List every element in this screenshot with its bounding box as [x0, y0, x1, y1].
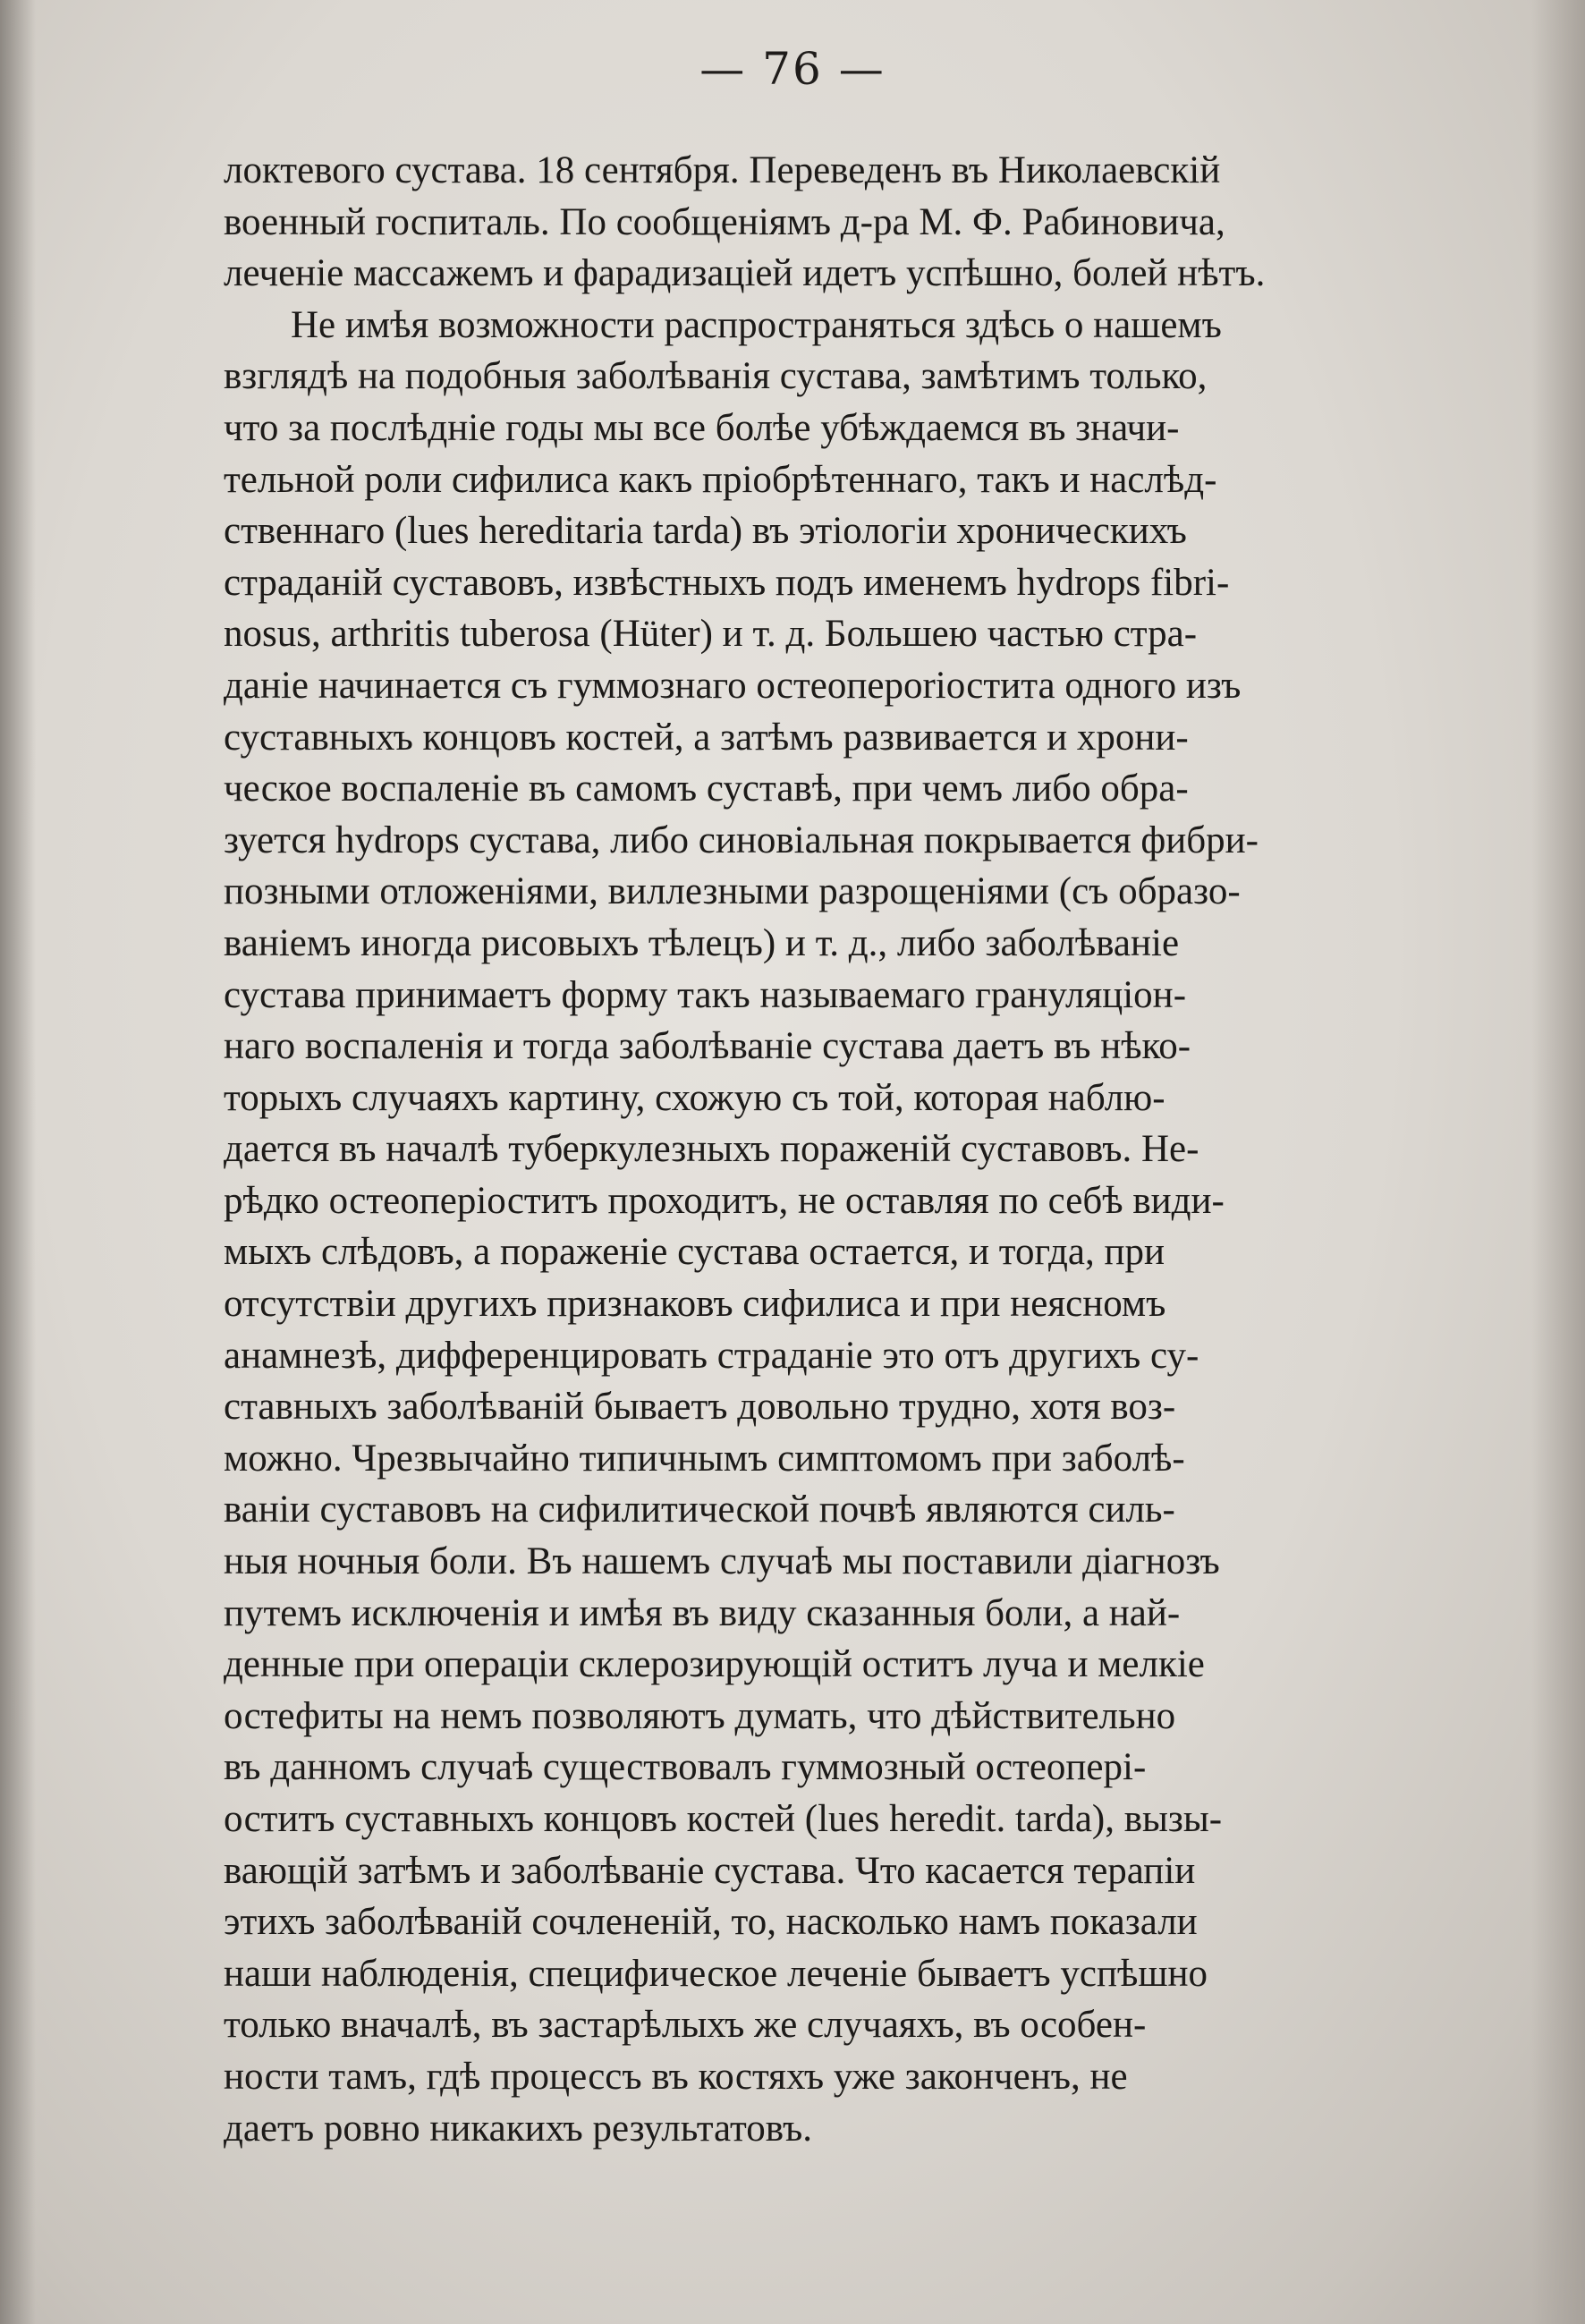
text-line: вающій затѣмъ и заболѣваніе сустава. Что касается терапіи [224, 1849, 1196, 1892]
text-line: ческое воспаленіе въ самомъ суставѣ, при чемъ либо обра- [224, 768, 1189, 810]
paragraph-start-line: Не имѣя возможности распространяться здѣсь о нашемъ [291, 303, 1222, 346]
text-line: мыхъ слѣдовъ, а пораженіе сустава остается, и тогда, при [224, 1231, 1165, 1274]
page-number: — 76 — [699, 43, 886, 95]
last-text-line: даетъ ровно никакихъ результатовъ. [224, 2107, 812, 2150]
text-line: только вначалѣ, въ застарѣлыхъ же случаяхъ, въ особен- [224, 2004, 1147, 2047]
text-line: анамнезѣ, дифференцировать страданіе это отъ другихъ су- [224, 1334, 1199, 1377]
text-line: суставныхъ концовъ костей, а затѣмъ развивается и хрони- [224, 716, 1189, 759]
text-line: наши наблюденія, специфическое леченіе бываетъ успѣшно [224, 1952, 1208, 1995]
text-line: можно. Чрезвычайно типичнымъ симптомомъ при заболѣ- [224, 1437, 1185, 1480]
text-line: страданій суставовъ, извѣстныхъ подъ именемъ hydrops fibri- [224, 561, 1230, 604]
text-line: даніе начинается съ гуммознаго остеопеporіостита одного изъ [224, 664, 1242, 707]
text-line: ваніемъ иногда рисовыхъ тѣлецъ) и т. д., либо заболѣваніе [224, 921, 1180, 964]
body-text [224, 145, 1565, 2154]
text-line: дается въ началѣ туберкулезныхъ пораженій суставовъ. Не- [224, 1128, 1199, 1171]
text-line: зуется hydrops сустава, либо синовіальная покрывается фибри- [224, 818, 1259, 861]
text-line: оститъ суставныхъ концовъ костей (lues heredit. tarda), вызы- [224, 1798, 1223, 1840]
page-left-shadow [0, 0, 36, 2324]
text-line: ставныхъ заболѣваній бываетъ довольно трудно, хотя воз- [224, 1386, 1176, 1429]
text-line: тельной роли сифилиса какъ пріобрѣтеннаго, такъ и наслѣд- [224, 458, 1217, 501]
text-line: сустава принимаетъ форму такъ называемаго грануляціон- [224, 973, 1187, 1016]
text-line: наго воспаленія и тогда заболѣваніе сустава даетъ въ нѣко- [224, 1025, 1191, 1068]
text-line: ваніи суставовъ на сифилитической почвѣ являются силь- [224, 1489, 1175, 1531]
text-line: леченіе массажемъ и фарадизаціей идетъ успѣшно, болей нѣтъ. [224, 252, 1266, 295]
text-line: военный госпиталь. По сообщеніямъ д-ра М. Ф. Рабиновича, [224, 200, 1225, 243]
text-line: ныя ночныя боли. Въ нашемъ случаѣ мы поставили діагнозъ [224, 1540, 1220, 1583]
text-line: этихъ заболѣваній сочлененій, то, насколько намъ показали [224, 1901, 1198, 1944]
text-line: локтевого сустава. 18 сентября. Переведенъ въ Николаевскій [224, 149, 1221, 191]
text-line: ности тамъ, гдѣ процессъ въ костяхъ уже законченъ, не [224, 2055, 1128, 2098]
text-line: торыхъ случаяхъ картину, схожую съ той, которая наблю- [224, 1076, 1165, 1119]
text-line: nosus, arthritis tuberosa (Hüter) и т. д. Большею частью стра- [224, 613, 1198, 656]
text-line: путемъ исключенія и имѣя въ виду сказанныя боли, а най- [224, 1591, 1181, 1634]
text-line: остефиты на немъ позволяютъ думать, что дѣйствительно [224, 1694, 1176, 1737]
text-line: взглядѣ на подобныя заболѣванія сустава, замѣтимъ только, [224, 355, 1208, 398]
text-line: ственнаго (lues hereditaria tarda) въ этіологіи хроническихъ [224, 510, 1187, 553]
text-line: что за послѣдніе годы мы все болѣе убѣждаемся въ значи- [224, 406, 1180, 449]
text-line: отсутствіи другихъ признаковъ сифилиса и при неясномъ [224, 1283, 1166, 1326]
text-line: въ данномъ случаѣ существовалъ гуммозный остеопері- [224, 1746, 1147, 1789]
text-line: позными отложеніями, виллезными разрощеніями (съ образо- [224, 870, 1241, 913]
text-line: рѣдко остеоперіоститъ проходитъ, не оставляя по себѣ види- [224, 1179, 1225, 1222]
text-line: денные при операціи склерозирующій оститъ луча и мелкіе [224, 1643, 1205, 1686]
